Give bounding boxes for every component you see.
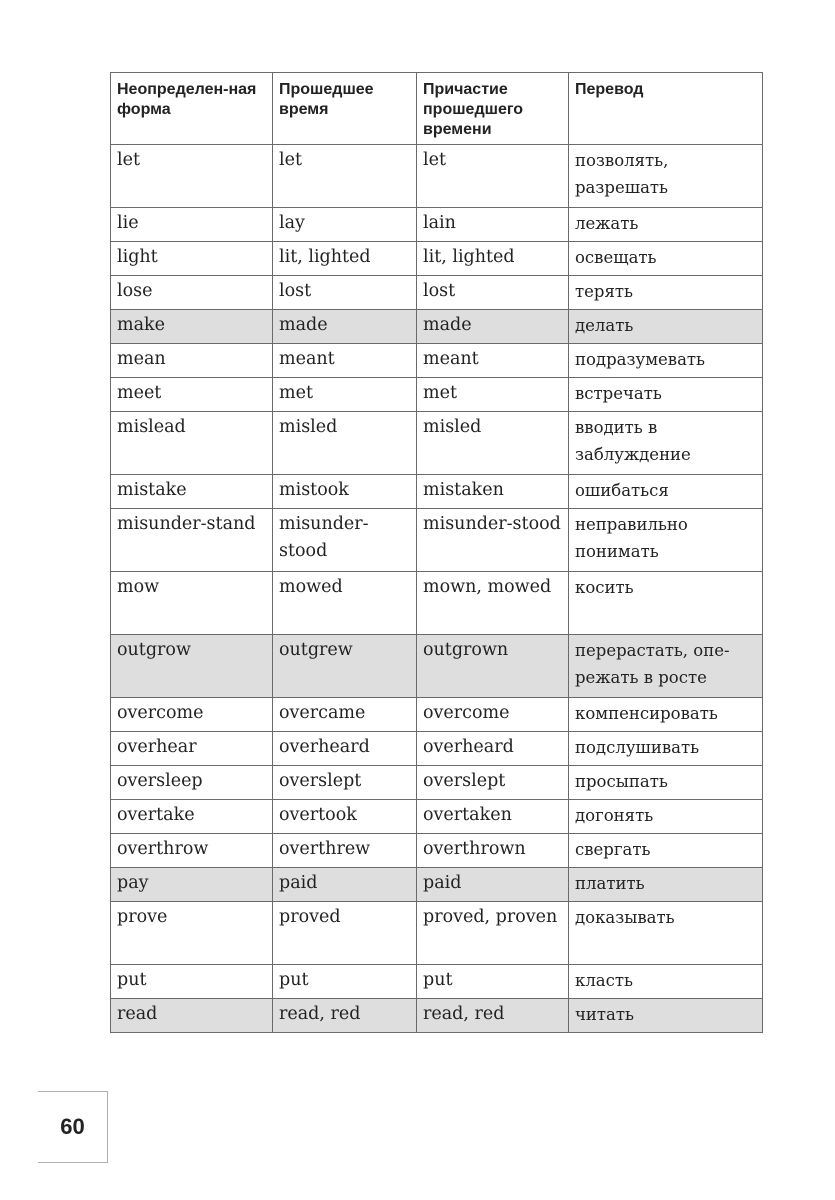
cell-past-tense: let (273, 145, 417, 208)
table-row (111, 902, 763, 965)
cell-infinitive: meet (111, 378, 273, 412)
table-row (111, 698, 763, 732)
table-row (111, 732, 763, 766)
table-row (111, 509, 763, 572)
cell-past-participle: misled (417, 412, 569, 475)
table-row (111, 635, 763, 698)
cell-past-participle: overslept (417, 766, 569, 800)
irregular-verbs-table (110, 72, 763, 1033)
cell-translation: доказывать (569, 902, 763, 965)
table-row (111, 834, 763, 868)
cell-past-tense: paid (273, 868, 417, 902)
cell-translation: позволять, разрешать (569, 145, 763, 208)
cell-translation: встречать (569, 378, 763, 412)
cell-translation: подразумевать (569, 344, 763, 378)
cell-infinitive: mean (111, 344, 273, 378)
table-row (111, 208, 763, 242)
cell-past-participle: met (417, 378, 569, 412)
cell-infinitive: misunder-stand (111, 509, 273, 572)
table-row (111, 242, 763, 276)
cell-infinitive: let (111, 145, 273, 208)
cell-translation: читать (569, 999, 763, 1033)
cell-past-tense: lay (273, 208, 417, 242)
cell-infinitive: mow (111, 572, 273, 635)
cell-translation: лежать (569, 208, 763, 242)
cell-translation: вводить в заблуждение (569, 412, 763, 475)
table-row (111, 276, 763, 310)
cell-past-tense: overheard (273, 732, 417, 766)
cell-past-participle: overthrown (417, 834, 569, 868)
cell-past-tense: mowed (273, 572, 417, 635)
table-row (111, 965, 763, 999)
cell-past-participle: mistaken (417, 475, 569, 509)
cell-translation: делать (569, 310, 763, 344)
cell-past-tense: read, red (273, 999, 417, 1033)
cell-past-participle: mown, mowed (417, 572, 569, 635)
cell-infinitive: oversleep (111, 766, 273, 800)
table-row (111, 800, 763, 834)
cell-past-tense: overtook (273, 800, 417, 834)
cell-past-participle: paid (417, 868, 569, 902)
cell-infinitive: pay (111, 868, 273, 902)
cell-past-tense: proved (273, 902, 417, 965)
cell-past-tense: lost (273, 276, 417, 310)
cell-past-tense: met (273, 378, 417, 412)
table-row (111, 310, 763, 344)
cell-translation: перерастать, опе-режать в росте (569, 635, 763, 698)
cell-infinitive: overthrow (111, 834, 273, 868)
cell-translation: освещать (569, 242, 763, 276)
cell-translation: свергать (569, 834, 763, 868)
table-row (111, 378, 763, 412)
cell-past-tense: lit, lighted (273, 242, 417, 276)
cell-past-tense: misled (273, 412, 417, 475)
header-translation: Перевод (569, 73, 763, 145)
cell-infinitive: prove (111, 902, 273, 965)
cell-past-tense: misunder-stood (273, 509, 417, 572)
cell-infinitive: mistake (111, 475, 273, 509)
page-number: 60 (38, 1091, 108, 1163)
cell-translation: просыпать (569, 766, 763, 800)
cell-past-tense: made (273, 310, 417, 344)
header-infinitive: Неопределен-ная форма (111, 73, 273, 145)
table-row (111, 412, 763, 475)
cell-infinitive: lose (111, 276, 273, 310)
cell-past-participle: overheard (417, 732, 569, 766)
table-row (111, 475, 763, 509)
cell-past-tense: mistook (273, 475, 417, 509)
cell-past-tense: meant (273, 344, 417, 378)
cell-past-participle: proved, proven (417, 902, 569, 965)
cell-past-participle: lit, lighted (417, 242, 569, 276)
cell-translation: догонять (569, 800, 763, 834)
table-row (111, 344, 763, 378)
cell-past-participle: overcome (417, 698, 569, 732)
cell-past-tense: overslept (273, 766, 417, 800)
cell-infinitive: lie (111, 208, 273, 242)
cell-infinitive: overhear (111, 732, 273, 766)
cell-past-tense: outgrew (273, 635, 417, 698)
cell-infinitive: overtake (111, 800, 273, 834)
cell-infinitive: put (111, 965, 273, 999)
cell-translation: ошибаться (569, 475, 763, 509)
cell-past-tense: overthrew (273, 834, 417, 868)
table-row (111, 999, 763, 1033)
cell-past-participle: meant (417, 344, 569, 378)
cell-past-participle: read, red (417, 999, 569, 1033)
cell-infinitive: read (111, 999, 273, 1033)
cell-past-participle: let (417, 145, 569, 208)
cell-translation: терять (569, 276, 763, 310)
cell-translation: класть (569, 965, 763, 999)
cell-translation: компенсировать (569, 698, 763, 732)
cell-past-participle: lost (417, 276, 569, 310)
cell-infinitive: outgrow (111, 635, 273, 698)
table-row (111, 868, 763, 902)
cell-past-participle: outgrown (417, 635, 569, 698)
table-header-row (111, 73, 763, 145)
cell-infinitive: mislead (111, 412, 273, 475)
cell-past-tense: put (273, 965, 417, 999)
table-row (111, 572, 763, 635)
header-past-tense: Прошедшее время (273, 73, 417, 145)
cell-past-participle: lain (417, 208, 569, 242)
cell-infinitive: light (111, 242, 273, 276)
cell-translation: подслушивать (569, 732, 763, 766)
cell-past-participle: misunder-stood (417, 509, 569, 572)
header-past-participle: Причастие прошедшего времени (417, 73, 569, 145)
cell-past-participle: made (417, 310, 569, 344)
cell-past-tense: overcame (273, 698, 417, 732)
table-row (111, 145, 763, 208)
cell-past-participle: put (417, 965, 569, 999)
cell-past-participle: overtaken (417, 800, 569, 834)
cell-translation: неправильно понимать (569, 509, 763, 572)
cell-infinitive: make (111, 310, 273, 344)
cell-infinitive: overcome (111, 698, 273, 732)
cell-translation: косить (569, 572, 763, 635)
table-row (111, 766, 763, 800)
cell-translation: платить (569, 868, 763, 902)
